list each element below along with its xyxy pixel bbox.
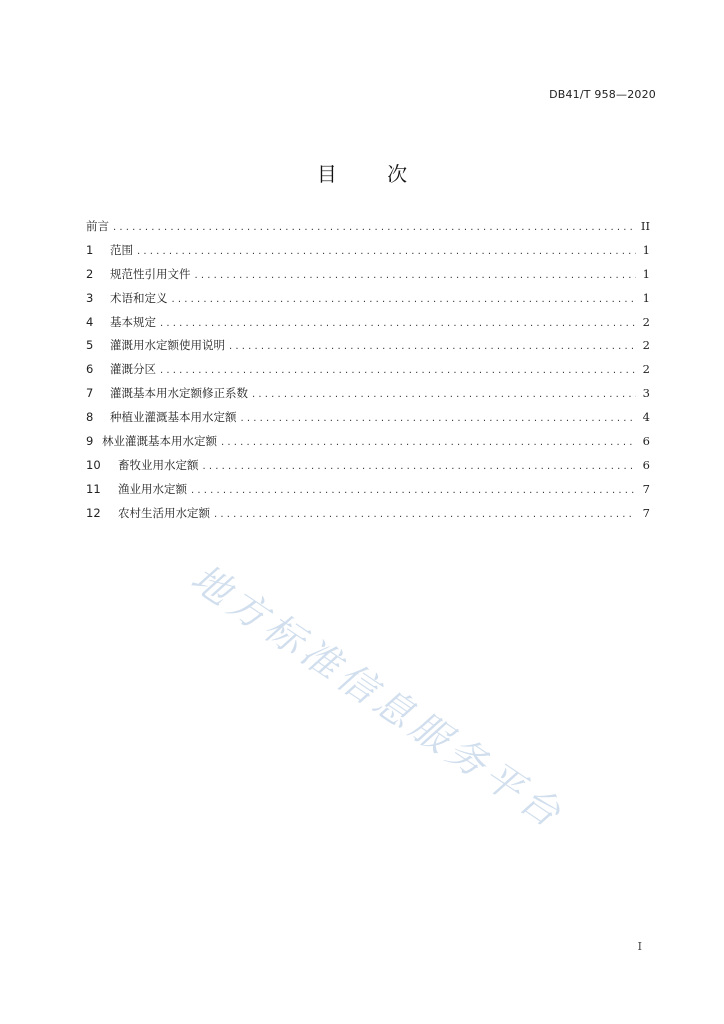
toc-entry-number: 8 <box>86 410 94 425</box>
toc-entry-12[interactable] <box>86 505 650 529</box>
document-number: DB41/T 958—2020 <box>549 88 656 101</box>
toc-entry-3[interactable] <box>86 290 650 314</box>
toc-entry-page: 1 <box>642 242 650 257</box>
watermark: 地方标准信息服务平台 <box>183 555 573 839</box>
toc-entry-label: 渔业用水定额 <box>118 481 187 496</box>
toc-entry-number: 2 <box>86 266 94 281</box>
toc-entry-6[interactable] <box>86 361 650 385</box>
toc-entry-number: 11 <box>86 481 101 496</box>
toc-leader-dots <box>214 509 636 520</box>
toc-entry-page: 1 <box>642 266 650 281</box>
toc-entry-page: 7 <box>642 505 650 520</box>
toc-entry-foreword[interactable] <box>86 218 650 242</box>
toc-entry-2[interactable] <box>86 266 650 290</box>
toc-entry-label: 农村生活用水定额 <box>118 505 210 520</box>
toc-entry-label: 灌溉分区 <box>110 362 156 377</box>
toc-entry-page: 3 <box>642 386 650 401</box>
toc-leader-dots <box>203 461 637 472</box>
toc-entry-label: 术语和定义 <box>110 290 168 305</box>
toc-leader-dots <box>160 365 636 376</box>
toc-entry-number: 3 <box>86 290 94 305</box>
toc-leader-dots <box>252 389 636 400</box>
toc-entry-label: 规范性引用文件 <box>110 266 191 281</box>
toc-entry-page: 1 <box>642 290 650 305</box>
page-number: I <box>637 940 642 953</box>
toc-entry-page: 4 <box>642 410 650 425</box>
toc-entry-page: 2 <box>642 338 650 353</box>
toc-entry-page: 6 <box>642 434 650 449</box>
table-of-contents <box>86 218 650 529</box>
toc-entry-number: 6 <box>86 362 94 377</box>
toc-entry-label: 基本规定 <box>110 314 156 329</box>
toc-entry-4[interactable] <box>86 314 650 338</box>
toc-entry-number: 5 <box>86 338 94 353</box>
toc-entry-1[interactable] <box>86 242 650 266</box>
toc-entry-label: 灌溉基本用水定额修正系数 <box>110 386 248 401</box>
toc-leader-dots <box>137 246 636 257</box>
toc-leader-dots <box>172 294 637 305</box>
toc-entry-5[interactable] <box>86 337 650 361</box>
toc-entry-label: 范围 <box>110 242 133 257</box>
toc-entry-number: 7 <box>86 386 94 401</box>
toc-entry-number: 9 <box>86 434 94 449</box>
toc-entry-11[interactable] <box>86 481 650 505</box>
toc-entry-7[interactable] <box>86 385 650 409</box>
toc-entry-label: 灌溉用水定额使用说明 <box>110 338 225 353</box>
toc-entry-page: 6 <box>642 457 650 472</box>
toc-entry-10[interactable] <box>86 457 650 481</box>
toc-title: 目 次 <box>316 162 430 186</box>
toc-leader-dots <box>195 270 637 281</box>
toc-entry-label: 种植业灌溉基本用水定额 <box>110 410 237 425</box>
toc-entry-label: 林业灌溉基本用水定额 <box>102 434 217 449</box>
toc-leader-dots <box>241 413 637 424</box>
toc-entry-label: 前言 <box>86 219 109 233</box>
toc-leader-dots <box>229 341 636 352</box>
toc-leader-dots <box>191 485 636 496</box>
toc-entry-number: 4 <box>86 314 94 329</box>
toc-entry-label: 畜牧业用水定额 <box>118 457 199 472</box>
toc-leader-dots <box>113 222 635 233</box>
toc-entry-number: 12 <box>86 505 101 520</box>
toc-entry-number: 1 <box>86 242 94 257</box>
toc-entry-page: 2 <box>642 362 650 377</box>
toc-leader-dots <box>160 318 636 329</box>
toc-entry-number: 10 <box>86 457 101 472</box>
toc-entry-page: II <box>640 219 650 233</box>
toc-entry-9[interactable] <box>86 433 650 457</box>
toc-entry-page: 2 <box>642 314 650 329</box>
toc-leader-dots <box>221 437 636 448</box>
toc-entry-8[interactable] <box>86 409 650 433</box>
toc-entry-page: 7 <box>642 481 650 496</box>
